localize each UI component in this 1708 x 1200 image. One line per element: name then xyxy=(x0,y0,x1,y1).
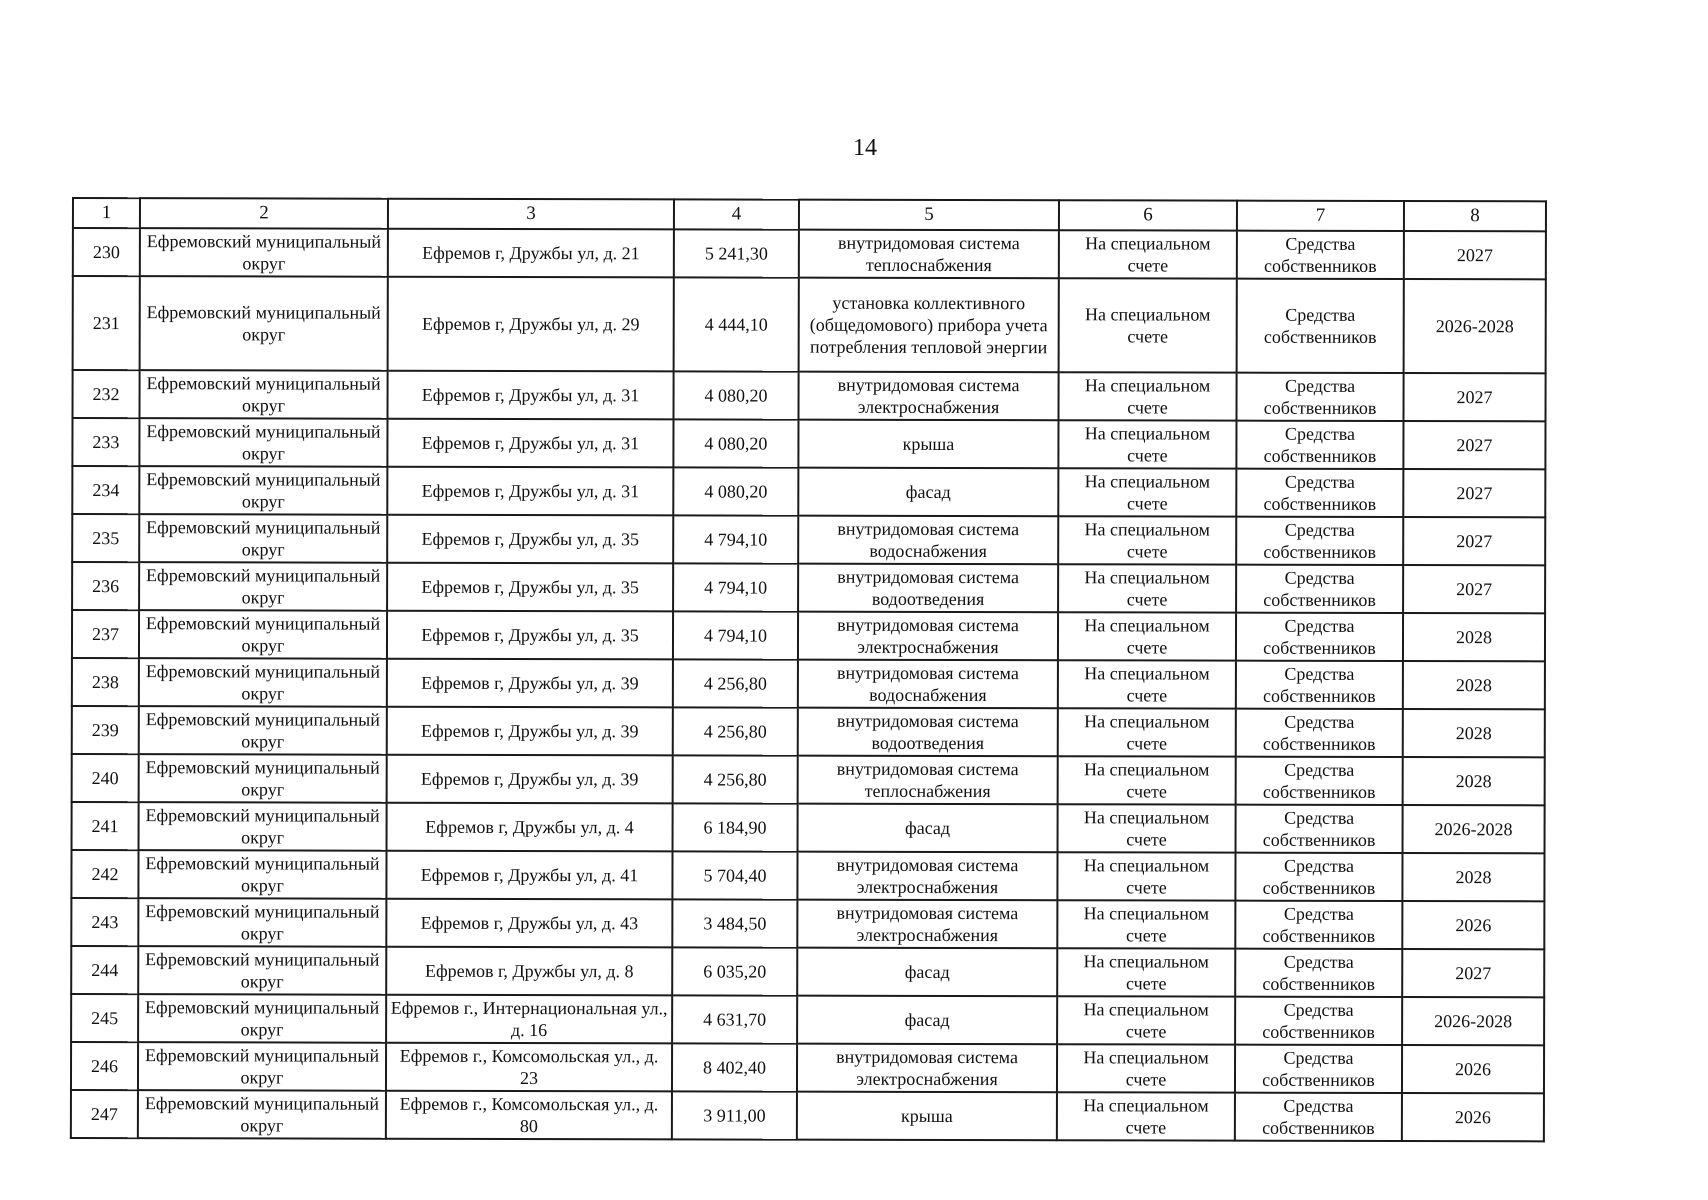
funding-source-cell: Средства собственников xyxy=(1236,757,1403,805)
funding-source-cell: Средства собственников xyxy=(1237,231,1404,279)
area-cell: 6 184,90 xyxy=(673,803,798,851)
row-number-cell: 237 xyxy=(72,610,139,658)
work-type-cell: установка коллективного (общедомового) прибора учета потребления тепловой энергии xyxy=(799,278,1059,373)
area-cell: 4 794,10 xyxy=(673,563,798,611)
area-cell: 4 444,10 xyxy=(674,277,799,371)
address-cell: Ефремов г, Дружбы ул, д. 29 xyxy=(388,277,674,372)
work-type-cell: внутридомовая система теплоснабжения xyxy=(798,756,1058,805)
year-cell: 2026 xyxy=(1402,901,1544,949)
address-cell: Ефремов г, Дружбы ул, д. 35 xyxy=(387,611,673,660)
area-cell: 8 402,40 xyxy=(672,1043,797,1091)
table-row xyxy=(72,418,1545,469)
work-type-cell: внутридомовая система электроснабжения xyxy=(798,372,1058,421)
fund-account-cell: На специальном счете xyxy=(1058,708,1236,756)
district-cell: Ефремовский муниципальный округ xyxy=(139,802,387,851)
work-type-cell: фасад xyxy=(797,996,1057,1045)
address-cell: Ефремов г, Дружбы ул, д. 21 xyxy=(388,229,674,278)
district-cell: Ефремовский муниципальный округ xyxy=(138,850,386,899)
column-header: 4 xyxy=(674,199,799,229)
funding-source-cell: Средства собственников xyxy=(1235,853,1402,901)
area-cell: 3 911,00 xyxy=(672,1091,797,1139)
funding-source-cell: Средства собственников xyxy=(1235,949,1402,997)
address-cell: Ефремов г., Интернациональная ул., д. 16 xyxy=(386,995,672,1044)
address-cell: Ефремов г, Дружбы ул, д. 35 xyxy=(387,515,673,564)
address-cell: Ефремов г, Дружбы ул, д. 41 xyxy=(386,851,672,900)
district-cell: Ефремовский муниципальный округ xyxy=(139,658,387,707)
work-type-cell: фасад xyxy=(798,804,1058,853)
area-cell: 4 080,20 xyxy=(673,467,798,515)
page-number: 14 xyxy=(853,135,877,161)
table-row xyxy=(72,562,1545,613)
table-row xyxy=(73,276,1546,373)
fund-account-cell: На специальном счете xyxy=(1058,564,1236,612)
area-cell: 4 631,70 xyxy=(672,995,797,1043)
table-row xyxy=(73,228,1546,279)
district-cell: Ефремовский муниципальный округ xyxy=(139,706,387,755)
row-number-cell: 239 xyxy=(72,706,139,754)
work-type-cell: крыша xyxy=(798,420,1058,469)
funding-source-cell: Средства собственников xyxy=(1236,709,1403,757)
address-cell: Ефремов г, Дружбы ул, д. 31 xyxy=(387,467,673,516)
fund-account-cell: На специальном счете xyxy=(1058,420,1236,468)
year-cell: 2026 xyxy=(1402,1093,1544,1141)
table-row xyxy=(71,1042,1544,1093)
address-cell: Ефремов г., Комсомольская ул., д. 80 xyxy=(386,1091,672,1140)
year-cell: 2027 xyxy=(1404,231,1546,279)
fund-account-cell: На специальном счете xyxy=(1059,278,1237,372)
fund-account-cell: На специальном счете xyxy=(1057,852,1235,900)
area-cell: 4 080,20 xyxy=(673,371,798,419)
address-cell: Ефремов г, Дружбы ул, д. 43 xyxy=(386,899,672,948)
row-number-cell: 241 xyxy=(72,802,139,850)
work-type-cell: внутридомовая система теплоснабжения xyxy=(799,230,1059,279)
row-number-cell: 238 xyxy=(72,658,139,706)
column-header: 7 xyxy=(1237,201,1404,231)
table-row xyxy=(71,994,1544,1045)
fund-account-cell: На специальном счете xyxy=(1058,612,1236,660)
area-cell: 3 484,50 xyxy=(672,899,797,947)
work-type-cell: фасад xyxy=(797,948,1057,997)
district-cell: Ефремовский муниципальный округ xyxy=(140,276,388,371)
column-header: 5 xyxy=(799,200,1059,231)
funding-source-cell: Средства собственников xyxy=(1235,901,1402,949)
district-cell: Ефремовский муниципальный округ xyxy=(138,1090,386,1139)
area-cell: 4 794,10 xyxy=(673,611,798,659)
fund-account-cell: На специальном счете xyxy=(1058,372,1236,420)
capital-repair-table xyxy=(70,197,1547,1142)
district-cell: Ефремовский муниципальный округ xyxy=(139,466,387,515)
year-cell: 2028 xyxy=(1403,757,1545,805)
column-header: 1 xyxy=(73,198,140,228)
row-number-cell: 245 xyxy=(71,994,138,1042)
work-type-cell: крыша xyxy=(797,1092,1057,1141)
year-cell: 2026-2028 xyxy=(1404,279,1546,373)
row-number-cell: 244 xyxy=(71,946,138,994)
district-cell: Ефремовский муниципальный округ xyxy=(138,946,386,995)
row-number-cell: 233 xyxy=(72,418,139,466)
district-cell: Ефремовский муниципальный округ xyxy=(138,1042,386,1091)
area-cell: 4 256,80 xyxy=(673,659,798,707)
year-cell: 2027 xyxy=(1403,373,1545,421)
fund-account-cell: На специальном счете xyxy=(1058,468,1236,516)
table-row xyxy=(72,514,1545,565)
work-type-cell: внутридомовая система электроснабжения xyxy=(797,1044,1057,1093)
fund-account-cell: На специальном счете xyxy=(1059,230,1237,278)
fund-account-cell: На специальном счете xyxy=(1058,516,1236,564)
area-cell: 4 080,20 xyxy=(673,419,798,467)
row-number-cell: 230 xyxy=(73,228,140,276)
table-row xyxy=(72,370,1545,421)
address-cell: Ефремов г, Дружбы ул, д. 39 xyxy=(387,707,673,756)
table-body xyxy=(71,228,1546,1141)
row-number-cell: 231 xyxy=(73,276,140,370)
year-cell: 2027 xyxy=(1402,949,1544,997)
table-row xyxy=(72,658,1545,709)
fund-account-cell: На специальном счете xyxy=(1058,804,1236,852)
work-type-cell: внутридомовая система водоснабжения xyxy=(798,516,1058,565)
table-row xyxy=(72,610,1545,661)
district-cell: Ефремовский муниципальный округ xyxy=(139,514,387,563)
row-number-cell: 236 xyxy=(72,562,139,610)
table-row xyxy=(72,754,1545,805)
header-row xyxy=(73,198,1546,231)
funding-source-cell: Средства собственников xyxy=(1237,279,1404,373)
district-cell: Ефремовский муниципальный округ xyxy=(139,562,387,611)
work-type-cell: внутридомовая система водоснабжения xyxy=(798,660,1058,709)
column-header: 6 xyxy=(1059,200,1237,230)
column-header: 3 xyxy=(388,199,674,230)
year-cell: 2028 xyxy=(1403,709,1545,757)
work-type-cell: внутридомовая система электроснабжения xyxy=(797,900,1057,949)
area-cell: 5 241,30 xyxy=(674,229,799,277)
address-cell: Ефремов г., Комсомольская ул., д. 23 xyxy=(386,1043,672,1092)
funding-source-cell: Средства собственников xyxy=(1236,565,1403,613)
area-cell: 6 035,20 xyxy=(672,947,797,995)
address-cell: Ефремов г, Дружбы ул, д. 31 xyxy=(387,419,673,468)
fund-account-cell: На специальном счете xyxy=(1057,1092,1235,1140)
address-cell: Ефремов г, Дружбы ул, д. 35 xyxy=(387,563,673,612)
fund-account-cell: На специальном счете xyxy=(1057,1044,1235,1092)
district-cell: Ефремовский муниципальный округ xyxy=(139,754,387,803)
fund-account-cell: На специальном счете xyxy=(1057,900,1235,948)
funding-source-cell: Средства собственников xyxy=(1236,661,1403,709)
area-cell: 5 704,40 xyxy=(672,851,797,899)
row-number-cell: 243 xyxy=(71,898,138,946)
row-number-cell: 234 xyxy=(72,466,139,514)
work-type-cell: внутридомовая система водоотведения xyxy=(798,708,1058,757)
row-number-cell: 235 xyxy=(72,514,139,562)
funding-source-cell: Средства собственников xyxy=(1236,517,1403,565)
district-cell: Ефремовский муниципальный округ xyxy=(138,994,386,1043)
year-cell: 2028 xyxy=(1403,613,1545,661)
address-cell: Ефремов г, Дружбы ул, д. 39 xyxy=(387,659,673,708)
area-cell: 4 256,80 xyxy=(673,707,798,755)
address-cell: Ефремов г, Дружбы ул, д. 8 xyxy=(386,947,672,996)
funding-source-cell: Средства собственников xyxy=(1235,1093,1402,1141)
funding-source-cell: Средства собственников xyxy=(1235,997,1402,1045)
district-cell: Ефремовский муниципальный округ xyxy=(140,228,388,277)
funding-source-cell: Средства собственников xyxy=(1236,805,1403,853)
year-cell: 2027 xyxy=(1403,517,1545,565)
year-cell: 2026-2028 xyxy=(1402,997,1544,1045)
year-cell: 2027 xyxy=(1403,469,1545,517)
table-row xyxy=(71,1090,1544,1141)
row-number-cell: 240 xyxy=(72,754,139,802)
fund-account-cell: На специальном счете xyxy=(1057,996,1235,1044)
year-cell: 2027 xyxy=(1403,565,1545,613)
area-cell: 4 794,10 xyxy=(673,515,798,563)
table-row xyxy=(72,466,1545,517)
work-type-cell: внутридомовая система электроснабжения xyxy=(798,612,1058,661)
district-cell: Ефремовский муниципальный округ xyxy=(139,418,387,467)
funding-source-cell: Средства собственников xyxy=(1235,1045,1402,1093)
table-row xyxy=(71,898,1544,949)
row-number-cell: 242 xyxy=(71,850,138,898)
district-cell: Ефремовский муниципальный округ xyxy=(139,610,387,659)
table-row xyxy=(72,802,1545,853)
address-cell: Ефремов г, Дружбы ул, д. 31 xyxy=(387,371,673,420)
year-cell: 2028 xyxy=(1402,853,1544,901)
year-cell: 2027 xyxy=(1403,421,1545,469)
fund-account-cell: На специальном счете xyxy=(1058,660,1236,708)
column-header: 2 xyxy=(140,198,388,229)
district-cell: Ефремовский муниципальный округ xyxy=(139,370,387,419)
area-cell: 4 256,80 xyxy=(673,755,798,803)
row-number-cell: 247 xyxy=(71,1090,138,1138)
table-row xyxy=(72,706,1545,757)
work-type-cell: внутридомовая система электроснабжения xyxy=(797,852,1057,901)
year-cell: 2026-2028 xyxy=(1403,805,1545,853)
funding-source-cell: Средства собственников xyxy=(1236,421,1403,469)
year-cell: 2026 xyxy=(1402,1045,1544,1093)
row-number-cell: 246 xyxy=(71,1042,138,1090)
funding-source-cell: Средства собственников xyxy=(1236,373,1403,421)
work-type-cell: фасад xyxy=(798,468,1058,517)
year-cell: 2028 xyxy=(1403,661,1545,709)
fund-account-cell: На специальном счете xyxy=(1058,756,1236,804)
row-number-cell: 232 xyxy=(72,370,139,418)
table-row xyxy=(71,946,1544,997)
district-cell: Ефремовский муниципальный округ xyxy=(138,898,386,947)
funding-source-cell: Средства собственников xyxy=(1236,469,1403,517)
column-header: 8 xyxy=(1404,201,1546,231)
address-cell: Ефремов г, Дружбы ул, д. 39 xyxy=(387,755,673,804)
work-type-cell: внутридомовая система водоотведения xyxy=(798,564,1058,613)
table-row xyxy=(71,850,1544,901)
funding-source-cell: Средства собственников xyxy=(1236,613,1403,661)
address-cell: Ефремов г, Дружбы ул, д. 4 xyxy=(387,803,673,852)
fund-account-cell: На специальном счете xyxy=(1057,948,1235,996)
